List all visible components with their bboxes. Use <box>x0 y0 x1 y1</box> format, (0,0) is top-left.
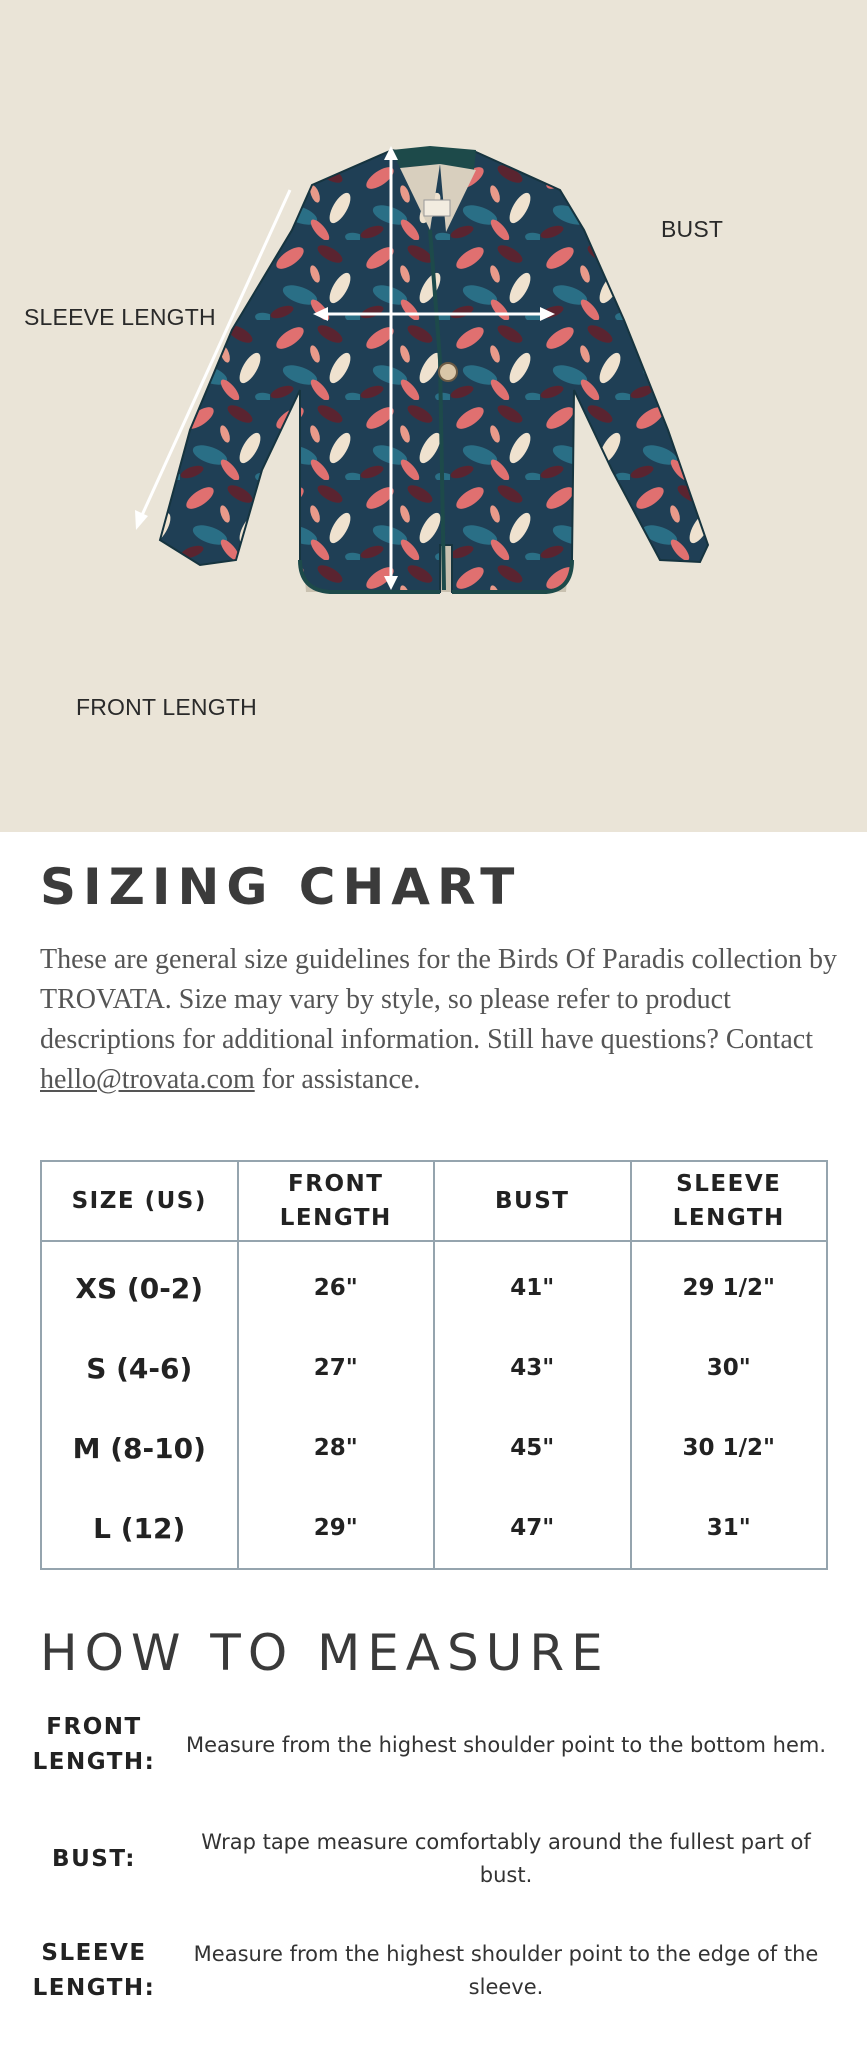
front-cell: 29" <box>238 1488 435 1569</box>
sleeve-cell: 31" <box>631 1488 828 1569</box>
sleeve-cell: 29 1/2" <box>631 1241 828 1328</box>
sizing-chart-title: SIZING CHART <box>40 858 522 916</box>
front-cell: 26" <box>238 1241 435 1328</box>
size-cell: S (4-6) <box>41 1328 238 1408</box>
header-sleeve-length: SLEEVE LENGTH <box>631 1161 828 1241</box>
intro-tail: for assistance. <box>254 1064 421 1095</box>
size-cell: L (12) <box>41 1488 238 1569</box>
table-row <box>41 1241 827 1328</box>
bust-cell: 43" <box>434 1328 631 1408</box>
front-cell: 27" <box>238 1328 435 1408</box>
intro-text: These are general size guidelines for the Birds Of Paradis collection by TROVATA. Size may vary by style, so please refer to product descriptions for additional information. Still have questions? Contact <box>40 944 837 1055</box>
size-cell: XS (0-2) <box>41 1241 238 1328</box>
measure-desc: Measure from the highest shoulder point to the bottom hem. <box>185 1732 827 1757</box>
sizing-intro <box>40 940 840 1100</box>
table-row <box>41 1408 827 1488</box>
bust-cell: 45" <box>434 1408 631 1488</box>
measure-desc: Wrap tape measure comfortably around the fullest part of bust. <box>201 1830 811 1887</box>
measure-label: SLEEVE LENGTH: <box>32 1940 156 2001</box>
table-header-row <box>41 1161 827 1241</box>
sleeve-length-label: SLEEVE LENGTH <box>24 304 216 330</box>
size-table <box>40 1160 828 1570</box>
table-row <box>41 1328 827 1408</box>
measure-label: BUST: <box>52 1845 136 1872</box>
table-row <box>41 1488 827 1569</box>
bust-cell: 41" <box>434 1241 631 1328</box>
size-cell: M (8-10) <box>41 1408 238 1488</box>
contact-email-link[interactable]: hello@trovata.com <box>40 1064 255 1095</box>
front-length-label: FRONT LENGTH <box>76 694 257 720</box>
sleeve-cell: 30" <box>631 1328 828 1408</box>
measure-item-bust <box>30 1826 840 1892</box>
product-hero <box>0 0 867 832</box>
measure-item-front-length <box>30 1710 840 1780</box>
header-bust: BUST <box>434 1161 631 1241</box>
sleeve-cell: 30 1/2" <box>631 1408 828 1488</box>
measure-desc: Measure from the highest shoulder point to the edge of the sleeve. <box>193 1942 819 1999</box>
how-to-measure-title: HOW TO MEASURE <box>40 1624 610 1682</box>
measure-label: FRONT LENGTH: <box>32 1714 156 1775</box>
front-cell: 28" <box>238 1408 435 1488</box>
header-front-length: FRONT LENGTH <box>238 1161 435 1241</box>
bust-cell: 47" <box>434 1488 631 1569</box>
measure-item-sleeve-length <box>30 1936 840 2006</box>
bust-label: BUST <box>661 216 724 242</box>
header-size: SIZE (US) <box>41 1161 238 1241</box>
